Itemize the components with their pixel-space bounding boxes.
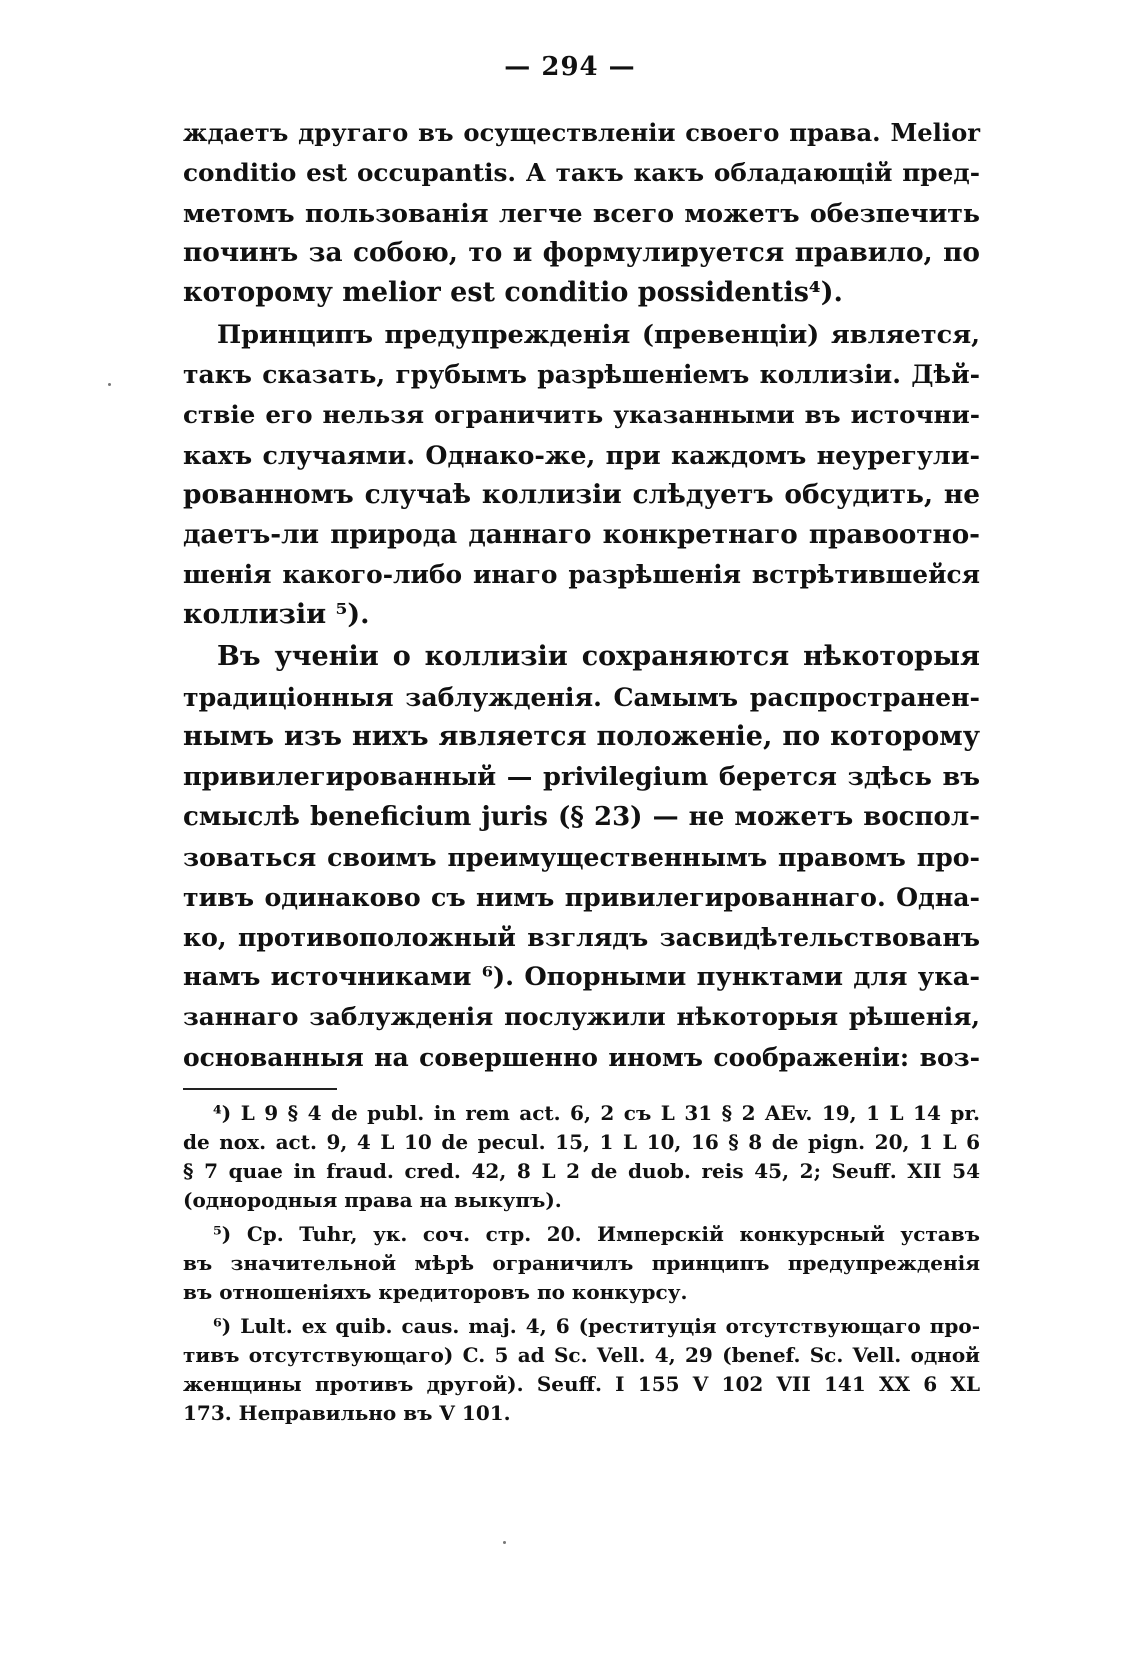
footnote-line: въ значительной мѣрѣ ограничилъ принципъ предупрежденія [183,1251,980,1275]
text-line: смыслѣ beneficium juris (§ 23) — не можетъ воспол- [183,802,980,832]
text-line: традиціонныя заблужденія. Самымъ распространен- [183,682,980,712]
footnote-line: de nox. act. 9, 4 L 10 de pecul. 15, 1 L 10, 16 § 8 de pign. 20, 1 L 6 [183,1130,980,1154]
footnote-divider [183,1088,337,1090]
text-line: привилегированный — privilegium берется здѣсь въ [183,762,980,792]
text-line: рованномъ случаѣ коллизіи слѣдуетъ обсудить, не [183,479,980,510]
text-line: зоваться своимъ преимущественнымъ правомъ про- [183,842,980,872]
paragraph-2 [183,315,980,635]
text-line: даетъ-ли природа даннаго конкретнаго правоотно- [183,519,980,550]
text-line: кахъ случаями. Однако-же, при каждомъ неурегули- [183,440,980,470]
footnote-4 [183,1099,980,1215]
text-line: такъ сказать, грубымъ разрѣшеніемъ коллизіи. Дѣй- [183,360,980,389]
text-line: заннаго заблужденія послужили нѣкоторыя рѣшенія, [183,1002,980,1031]
paragraph-1 [183,113,980,313]
footnote-line: (однородныя права на выкупъ). [183,1188,562,1212]
footnote-line: женщины противъ другой). Seuff. I 155 V 102 VII 141 XX 6 XL [183,1372,980,1396]
text-line: ствіе его нельзя ограничить указанными въ источни- [183,400,980,429]
footnote-6 [183,1312,980,1428]
text-line: тивъ одинаково съ нимъ привилегированнаго. Одна- [183,882,980,912]
text-line: которому melior est conditio possidentis⁴). [183,277,843,308]
scan-speck [108,383,111,386]
footnote-line: ⁵) Ср. Tuhr, ук. соч. стр. 20. Имперскій конкурсный уставъ [213,1222,980,1246]
footnote-line: ⁶) Lult. ex quib. caus. maj. 4, 6 (реституція отсутствующаго про- [213,1314,980,1338]
text-line: Принципъ предупрежденія (превенціи) является, [217,320,980,350]
footnote-line: тивъ отсутствующаго) C. 5 ad Sc. Vell. 4, 29 (benef. Sc. Vell. одной [183,1343,980,1367]
text-line: нымъ изъ нихъ является положеніе, по которому [183,721,980,752]
scan-speck [503,1541,506,1544]
footnote-5 [183,1220,980,1307]
text-line: ко, противоположный взглядъ засвидѣтельствованъ [183,922,980,952]
footnote-line: 173. Неправильно въ V 101. [183,1401,511,1425]
paragraph-3 [183,637,980,1077]
footnote-line: въ отношеніяхъ кредиторовъ по конкурсу. [183,1280,688,1304]
text-line: починъ за собою, то и формулируется правило, по [183,237,980,268]
text-line: намъ источниками ⁶). Опорными пунктами для ука- [183,962,980,992]
footnotes [183,1099,980,1428]
text-line: коллизіи ⁵). [183,599,370,630]
text-line: conditio est occupantis. А такъ какъ обладающій пред- [183,158,980,187]
footnote-line: ⁴) L 9 § 4 de publ. in rem act. 6, 2 съ L 31 § 2 AEv. 19, 1 L 14 pr. [213,1101,980,1125]
page-number: — 294 — [504,52,636,82]
text-line: основанныя на совершенно иномъ соображеніи: воз- [183,1042,980,1072]
text-line: метомъ пользованія легче всего можетъ обезпечить [183,198,980,228]
text-line: ждаетъ другаго въ осуществленіи своего права. Melior [183,118,980,147]
text-line: Въ ученіи о коллизіи сохраняются нѣкоторыя [217,641,980,672]
text-line: шенія какого-либо инаго разрѣшенія встрѣтившейся [183,560,980,589]
footnote-line: § 7 quae in fraud. cred. 42, 8 L 2 de duob. reis 45, 2; Seuff. XII 54 [183,1159,980,1183]
main-text [183,113,980,1077]
